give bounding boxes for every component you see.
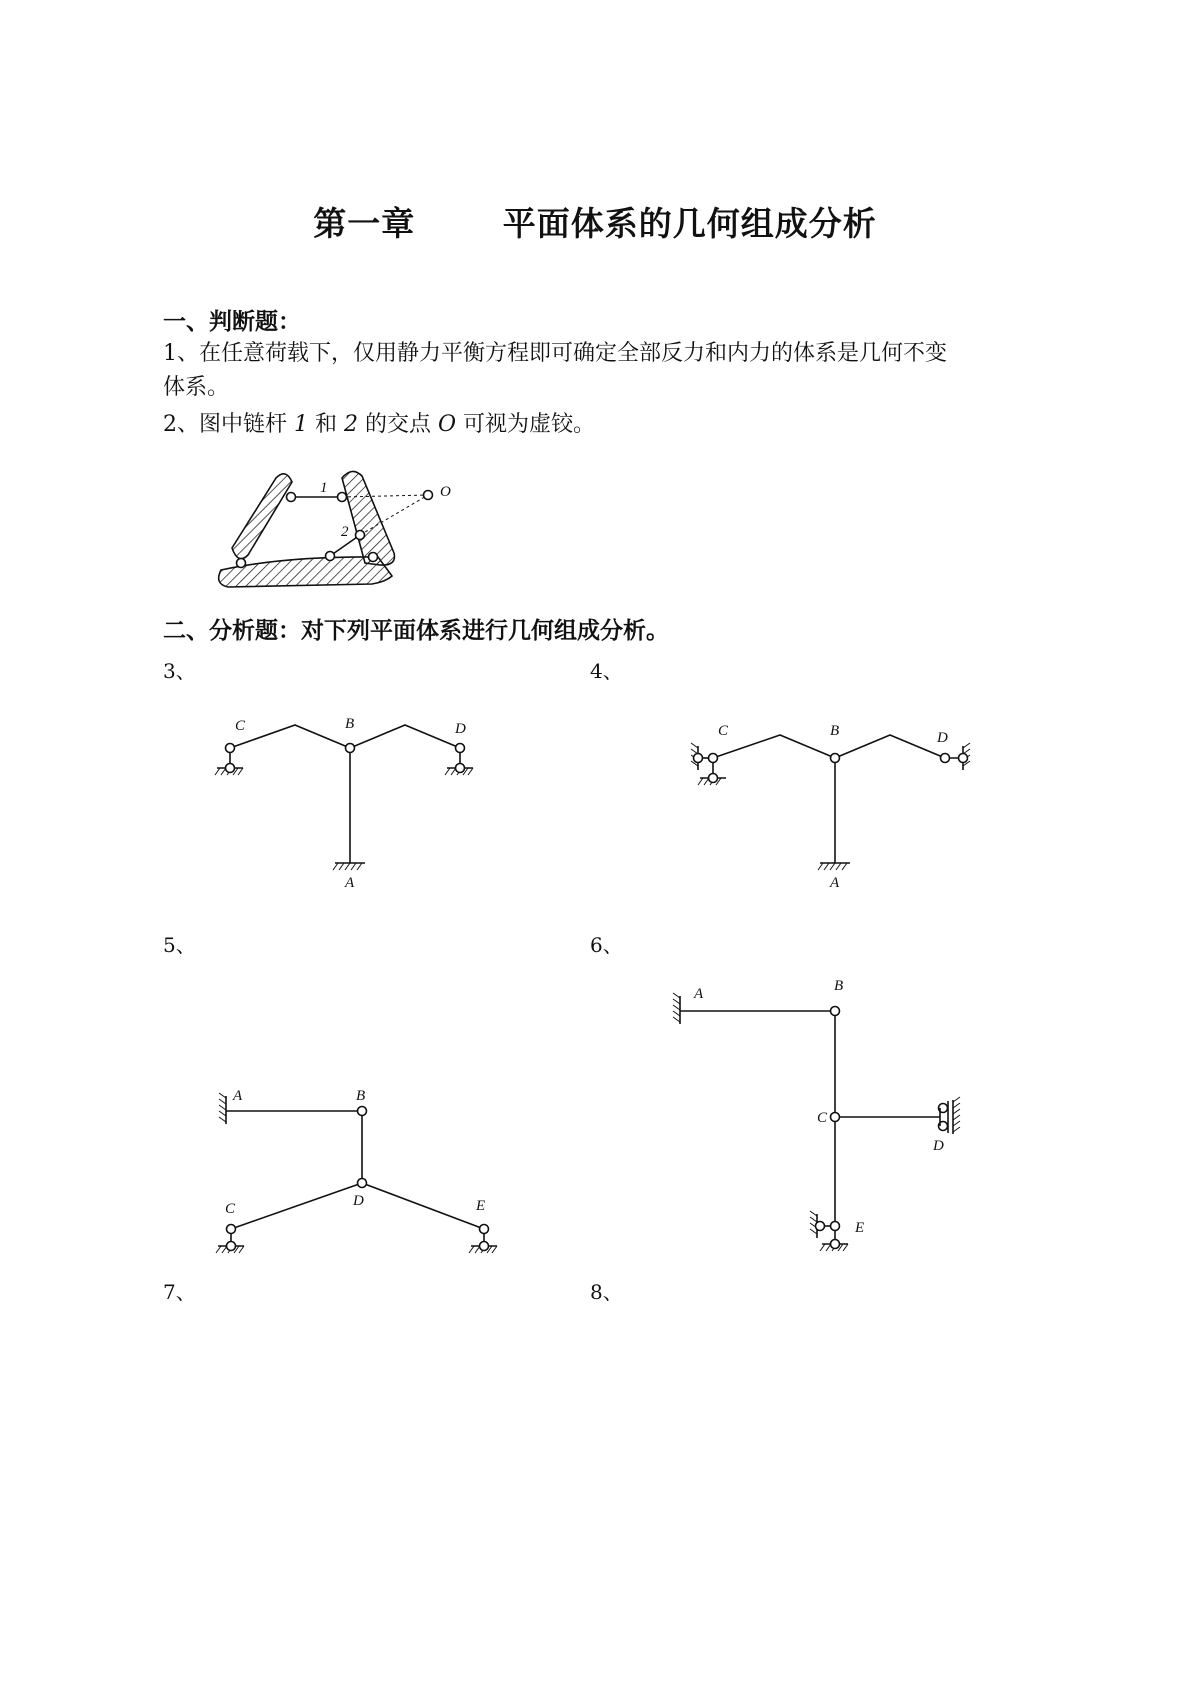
q2-point-o: O [438,412,457,437]
question-7-number: 7、 [163,1280,196,1304]
question-5-number: 5、 [163,933,196,957]
fig3-label-d: D [455,721,466,737]
fig2-label-2: 2 [341,524,349,540]
fig6-label-b: B [834,978,844,994]
figure-4-frame [691,735,970,870]
q2-text-d: 可视为虚铰。 [456,412,596,437]
fig5-label-c: C [225,1201,236,1217]
q2-text-b: 和 [308,412,344,437]
fig4-label-a: A [830,875,840,891]
fig2-label-1: 1 [320,480,328,496]
fig6-label-d: D [933,1138,944,1154]
q2-text-c: 的交点 [358,412,438,437]
fig4-label-c: C [718,723,729,739]
question-3-number: 3、 [163,659,196,683]
fig4-label-d: D [937,730,948,746]
section1-heading: 一、判断题： [163,309,301,335]
fig6-label-e: E [855,1220,865,1236]
page-title: 第一章 平面体系的几何组成分析 [313,204,877,243]
fig2-label-o: O [440,484,451,500]
question-1-line2: 体系。 [163,375,230,400]
fig5-label-a: A [233,1088,243,1104]
question-1-line1: 1、在任意荷载下，仅用静力平衡方程即可确定全部反力和内力的体系是几何不变 [163,341,947,366]
fig6-label-a: A [694,986,704,1002]
question-6-number: 6、 [590,933,623,957]
q2-bar-2: 2 [344,412,358,437]
question-4-number: 4、 [590,659,623,683]
fig3-label-b: B [345,716,355,732]
fig4-label-b: B [830,723,840,739]
fig3-label-c: C [235,718,246,734]
fig5-label-b: B [356,1088,366,1104]
q2-text-a: 2、图中链杆 [163,412,294,437]
fig5-label-e: E [476,1198,486,1214]
q2-bar-1: 1 [294,412,308,437]
fig5-label-d: D [353,1193,364,1209]
fig3-label-a: A [345,875,355,891]
figure-3-frame [215,725,473,870]
figure-5-frame [216,1093,497,1253]
question-8-number: 8、 [590,1280,623,1304]
section2-heading: 二、分析题：对下列平面体系进行几何组成分析。 [163,618,669,644]
fig6-label-c: C [817,1110,828,1126]
